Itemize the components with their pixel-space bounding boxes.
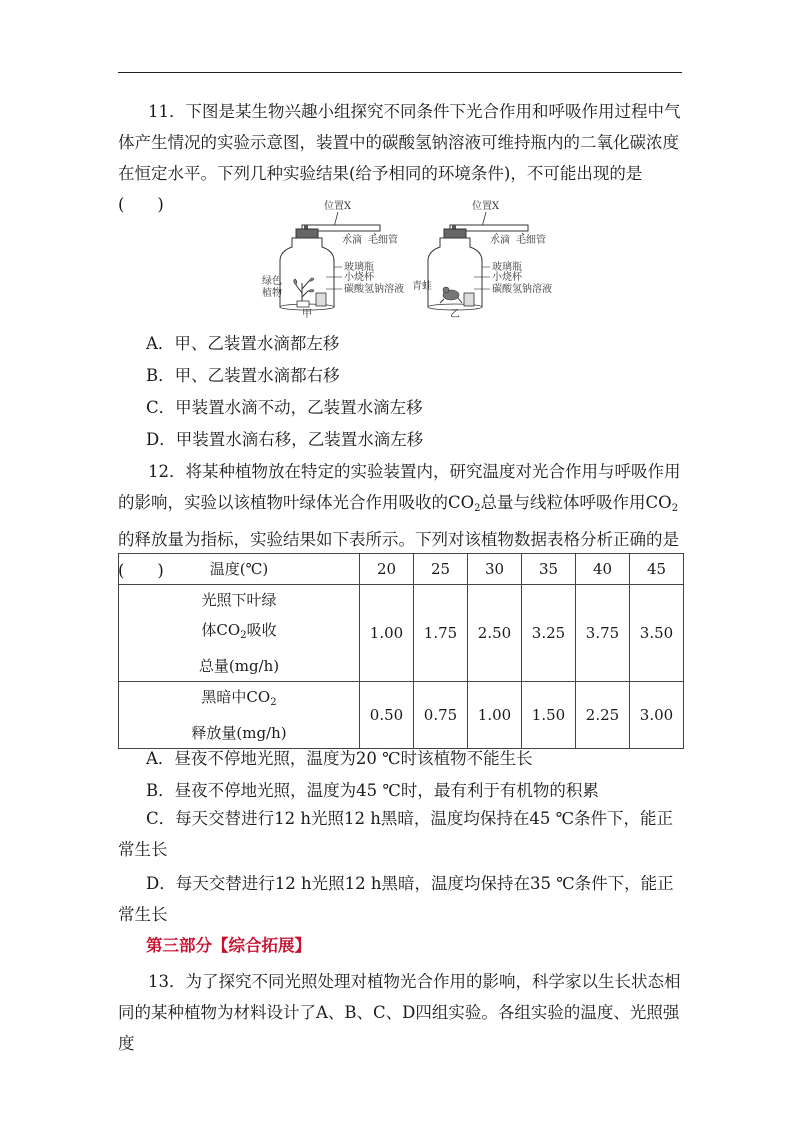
- table-cell: 2.25: [576, 682, 630, 749]
- table-cell: 1.00: [468, 682, 522, 749]
- table-cell: 1.75: [414, 585, 468, 682]
- table-cell: 1.50: [522, 682, 576, 749]
- question-13: [118, 966, 684, 1059]
- label-position-x: 位置X: [324, 201, 352, 212]
- top-rule: [118, 72, 682, 73]
- table-cell: 3.75: [576, 585, 630, 682]
- q11-option-a: A．甲、乙装置水滴都左移: [146, 334, 340, 353]
- q12-option-a: A．昼夜不停地光照，温度为20 ℃时该植物不能生长: [146, 749, 533, 768]
- label-solution: 碳酸氢钠溶液: [344, 284, 404, 295]
- table-cell: 1.00: [360, 585, 414, 682]
- header-temp-cell: 20: [360, 554, 414, 585]
- table-cell: 0.50: [360, 682, 414, 749]
- row-label-release: 黑暗中$CO_2$ 释放量(mg/h): [119, 682, 360, 749]
- table-header-row: [119, 554, 684, 585]
- label-frog: 青蛙: [412, 281, 432, 292]
- label-bottle: 玻璃瓶: [344, 262, 374, 273]
- table-cell: 0.75: [414, 682, 468, 749]
- caption-yi: 乙: [450, 309, 460, 319]
- table-row-release: [119, 682, 684, 749]
- data-table: [118, 553, 684, 749]
- experiment-diagram: [262, 197, 562, 319]
- label-capillary: 毛细管: [516, 235, 546, 246]
- table-cell: 3.25: [522, 585, 576, 682]
- header-temperature: 温度(℃): [119, 554, 360, 585]
- header-temp-cell: 45: [630, 554, 684, 585]
- table-cell: 3.00: [630, 682, 684, 749]
- table-cell: 3.50: [630, 585, 684, 682]
- q12-option-c: C．每天交替进行12 h光照12 h黑暗，温度均保持在45 ℃条件下，能正常生长: [118, 809, 674, 859]
- question-11-stem: 11．下图是某生物兴趣小组探究不同条件下光合作用和呼吸作用过程中气体产生情况的实验示意图，装置中的碳酸氢钠溶液可维持瓶内的二氧化碳浓度在恒定水平。下列几种实验结果(给予相同的环境条件)，不可能出现的是( ): [118, 102, 681, 214]
- q11-option-b: B．甲、乙装置水滴都右移: [146, 366, 340, 385]
- label-solution: 碳酸氢钠溶液: [492, 284, 552, 295]
- table-row-absorption: [119, 585, 684, 682]
- label-water-drop: 水滴: [490, 235, 510, 246]
- section-3-title: 第三部分【综合拓展】: [146, 936, 311, 955]
- question-13-stem: 13．为了探究不同光照处理对植物光合作用的影响，科学家以生长状态相同的某种植物为材料设计了A、B、C、D四组实验。各组实验的温度、光照强度: [118, 972, 681, 1053]
- label-green-plant-2: 植物: [262, 288, 282, 299]
- q12-option-d: D．每天交替进行12 h光照12 h黑暗，温度均保持在35 ℃条件下，能正常生长: [118, 874, 674, 924]
- question-12-stem: 12．将某种植物放在特定的实验装置内，研究温度对光合作用与呼吸作用的影响，实验以该植物叶绿体光合作用吸收的$CO_2$总量与线粒体呼吸作用$CO_2$的释放量为指标，实验结果如下表所示。下列对该植物数据表格分析正确的是( ): [118, 462, 681, 580]
- label-green-plant-1: 绿色: [262, 276, 282, 287]
- caption-jia: 甲: [302, 309, 312, 319]
- header-temp-cell: 30: [468, 554, 522, 585]
- table-cell: 2.50: [468, 585, 522, 682]
- label-capillary: 毛细管: [368, 235, 398, 246]
- q11-option-c: C．甲装置水滴不动，乙装置水滴左移: [146, 398, 423, 417]
- apparatus-yi: [412, 200, 552, 319]
- header-temp-cell: 35: [522, 554, 576, 585]
- label-beaker: 小烧杯: [344, 272, 374, 283]
- q11-option-d: D．甲装置水滴右移，乙装置水滴左移: [146, 430, 424, 449]
- header-temp-cell: 40: [576, 554, 630, 585]
- label-beaker: 小烧杯: [492, 272, 522, 283]
- label-position-x: 位置X: [472, 201, 500, 212]
- header-temp-cell: 25: [414, 554, 468, 585]
- q12-option-b: B．昼夜不停地光照，温度为45 ℃时，最有利于有机物的积累: [146, 781, 599, 800]
- apparatus-jia: [262, 200, 404, 319]
- label-bottle: 玻璃瓶: [492, 262, 522, 273]
- label-water-drop: 水滴: [342, 235, 362, 246]
- row-label-absorption: 光照下叶绿 体$CO_2$吸收 总量(mg/h): [119, 585, 360, 682]
